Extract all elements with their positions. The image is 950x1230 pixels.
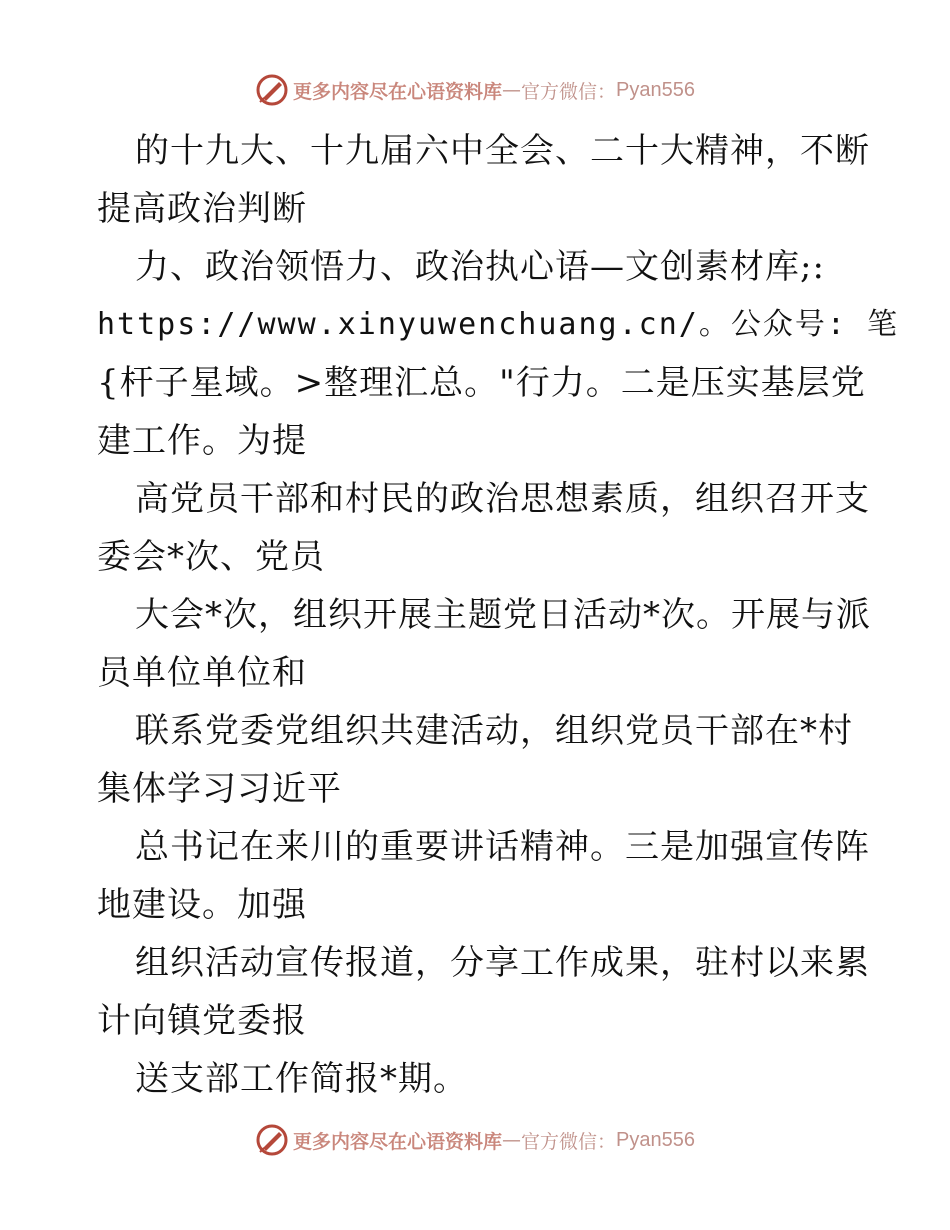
body-line: 集体学习习近平 (97, 769, 342, 809)
body-line: 联系党委党组织共建活动，组织党员干部在*村 (135, 711, 853, 751)
quill-pen-seal-icon (255, 1123, 289, 1157)
body-line: 的十九大、十九届六中全会、二十大精神，不断 (135, 131, 870, 171)
body-line: 高党员干部和村民的政治思想素质，组织召开支 (135, 479, 870, 519)
body-line: 送支部工作简报*期。 (135, 1059, 468, 1099)
footer-banner (0, 1120, 950, 1160)
body-line-url: https://www.xinyuwenchuang.cn/。公众号: 笔 (97, 307, 899, 342)
header-banner (0, 70, 950, 110)
document-body (97, 122, 899, 1108)
body-line: 力、政治领悟力、政治执心语—文创素材库;: (135, 247, 825, 287)
body-line: 大会*次，组织开展主题党日活动*次。开展与派 (135, 595, 871, 635)
quill-pen-seal-icon (255, 73, 289, 107)
body-line: 提高政治判断 (97, 189, 307, 229)
wechat-id: Pyan556 (616, 1128, 695, 1151)
site-name-text: 更多内容尽在心语资料库 (293, 80, 503, 103)
body-line: {杆子星域。>整理汇总。"行力。二是压实基层党 (97, 363, 866, 403)
wechat-label: 官方微信： (521, 1130, 617, 1153)
body-line: 地建设。加强 (97, 885, 307, 925)
body-line: 员单位单位和 (97, 653, 307, 693)
banner-dash: — (502, 1129, 522, 1151)
body-line: 委会*次、党员 (97, 537, 325, 577)
body-line: 计向镇党委报 (97, 1001, 307, 1041)
site-name-text: 更多内容尽在心语资料库 (293, 1130, 503, 1153)
body-line: 组织活动宣传报道，分享工作成果，驻村以来累 (135, 943, 870, 983)
body-line: 总书记在来川的重要讲话精神。三是加强宣传阵 (135, 827, 870, 867)
banner-dash: — (502, 79, 522, 101)
wechat-id: Pyan556 (616, 78, 695, 101)
body-line: 建工作。为提 (97, 421, 307, 461)
wechat-label: 官方微信： (521, 80, 617, 103)
